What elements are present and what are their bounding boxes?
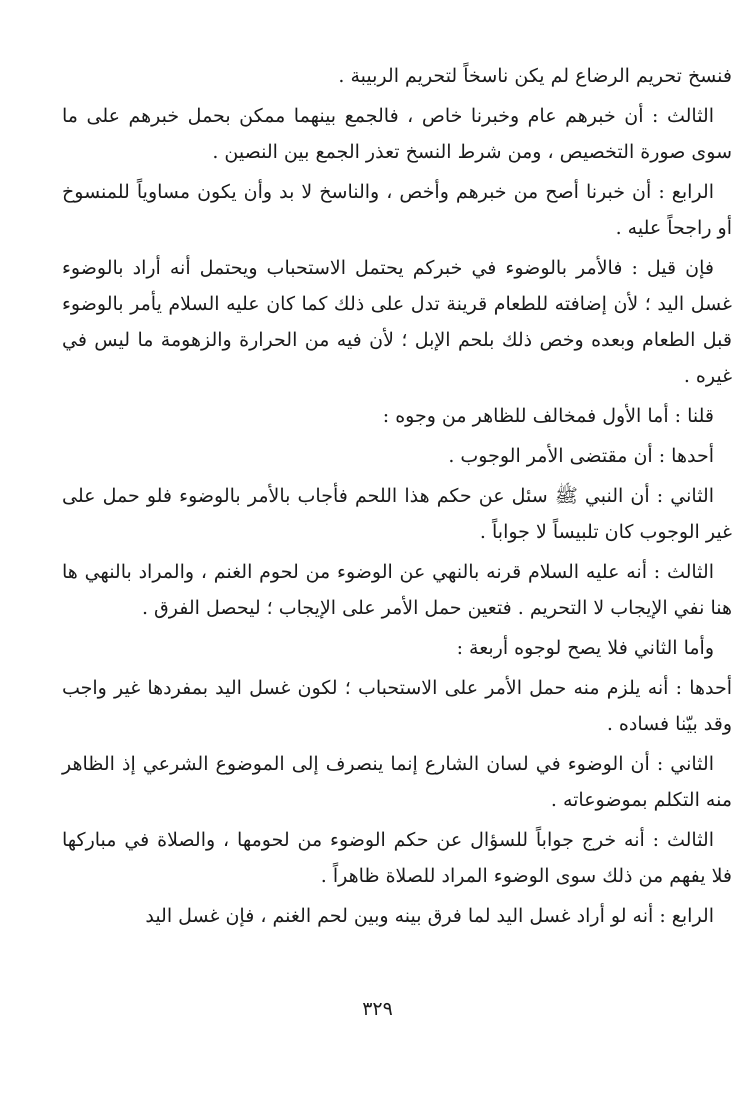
- paragraph: وأما الثاني فلا يصح لوجوه أربعة :: [456, 637, 714, 659]
- paragraph: الثالث : أن خبرهم عام وخبرنا خاص ، فالجمع بينهما ممكن بحمل خبرهم على ما سوى صورة التخصيص ، ومن شرط النسخ تعذر الجمع بين النصين .: [62, 105, 732, 163]
- paragraph: الثاني : أن النبي ﷺ سئل عن حكم هذا اللحم فأجاب بالأمر بالوضوء فلو حمل على غير الوجوب كان تلبيساً لا جواباً .: [62, 485, 732, 543]
- paragraph: أحدها : أنه يلزم منه حمل الأمر على الاستحباب ؛ لكون غسل اليد بمفردها غير واجب وقد بيّنا فساده .: [62, 677, 732, 735]
- page-body: [62, 58, 732, 1068]
- paragraph: فنسخ تحريم الرضاع لم يكن ناسخاً لتحريم الربيبة .: [338, 65, 732, 87]
- paragraph: الثالث : أنه خرج جواباً للسؤال عن حكم الوضوء من لحومها ، والصلاة في مباركها فلا يفهم من ذلك سوى الوضوء المراد للصلاة ظاهراً .: [62, 829, 732, 887]
- paragraph: قلنا : أما الأول فمخالف للظاهر من وجوه :: [382, 405, 714, 427]
- page-number: ٣٢٩: [362, 998, 393, 1020]
- paragraph: الرابع : أن خبرنا أصح من خبرهم وأخص ، والناسخ لا بد وأن يكون مساوياً للمنسوخ أو راجحاً عليه .: [62, 181, 732, 239]
- paragraph: الثاني : أن الوضوء في لسان الشارع إنما ينصرف إلى الموضوع الشرعي إذ الظاهر منه التكلم بموضوعاته .: [62, 753, 732, 811]
- paragraph: الرابع : أنه لو أراد غسل اليد لما فرق بينه وبين لحم الغنم ، فإن غسل اليد: [145, 905, 714, 927]
- paragraph: الثالث : أنه عليه السلام قرنه بالنهي عن الوضوء من لحوم الغنم ، والمراد بالنهي ها هنا نفي الإيجاب لا التحريم . فتعين حمل الأمر على الإيجاب ؛ ليحصل الفرق .: [62, 561, 732, 619]
- paragraph: أحدها : أن مقتضى الأمر الوجوب .: [448, 445, 714, 467]
- paragraph: فإن قيل : فالأمر بالوضوء في خبركم يحتمل الاستحباب ويحتمل أنه أراد بالوضوء غسل اليد ؛ لأن إضافته للطعام قرينة تدل على ذلك كما كان عليه السلام يأمر بالوضوء قبل الطعام وبعده وخص ذلك بلحم الإبل ؛ لأن فيه من الحرارة والزهومة ما ليس في غيره .: [62, 257, 732, 387]
